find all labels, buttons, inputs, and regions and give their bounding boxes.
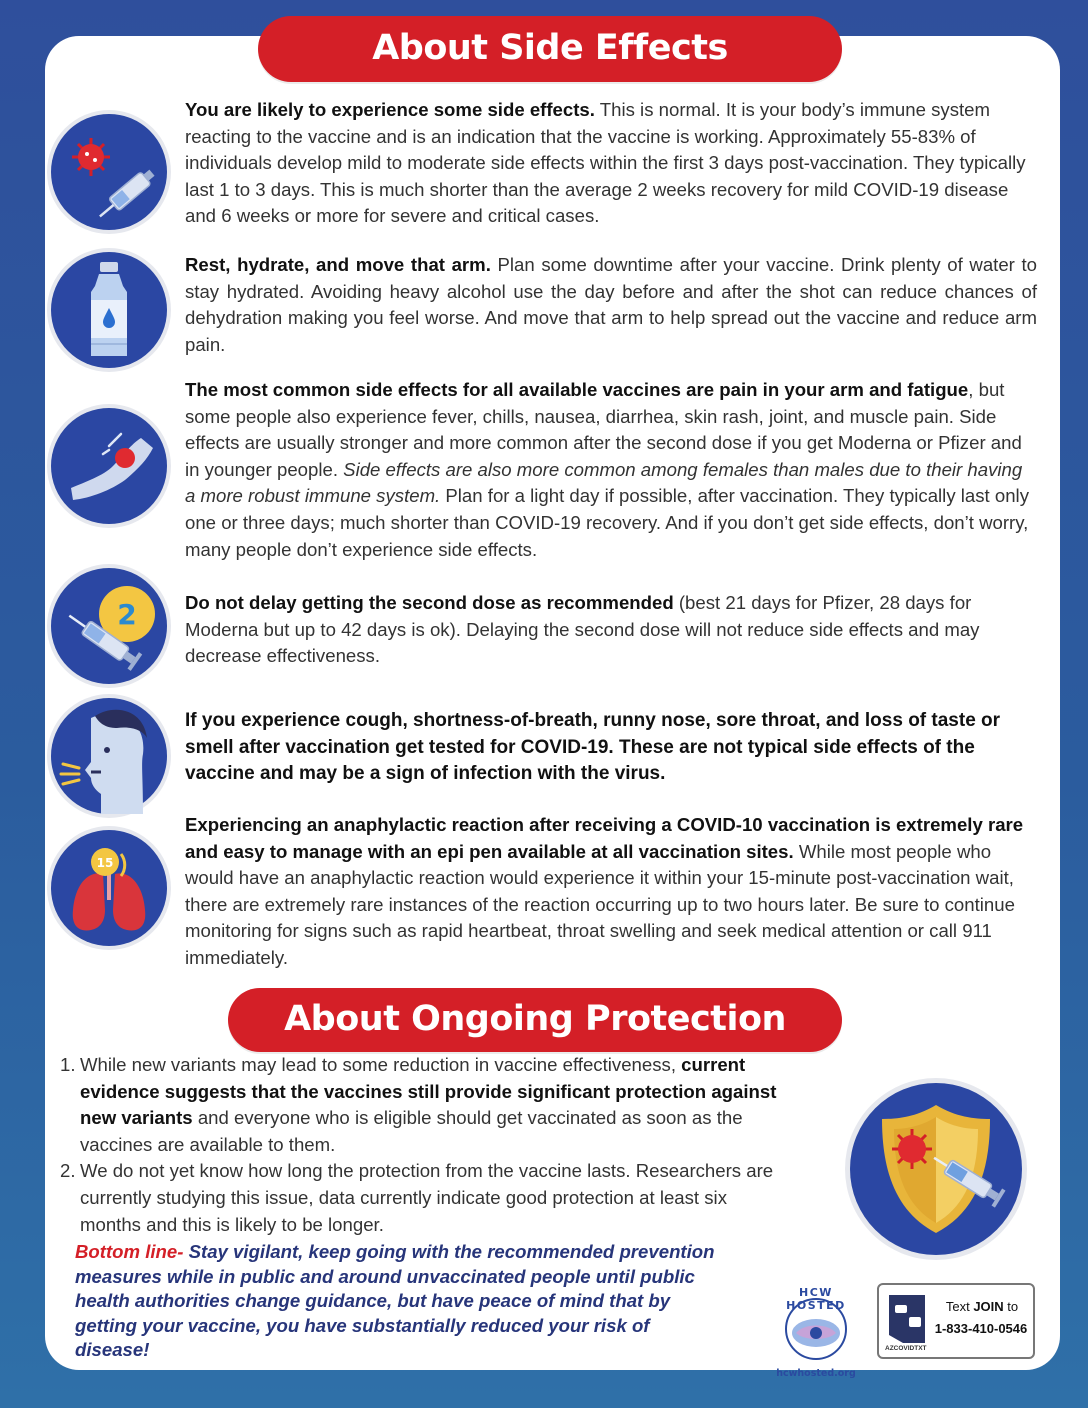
shield-vaccine-icon (845, 1078, 1027, 1260)
hcw-hosted-title: HCW HOSTED (786, 1286, 846, 1312)
text-join-label (935, 1299, 1029, 1314)
arm-pain-icon (47, 404, 171, 528)
cough-icon (47, 694, 171, 818)
common-side-effects-paragraph (185, 377, 1037, 563)
list-bold: current evidence suggests that the vaccines still provide significant protection against new variants (80, 1054, 777, 1129)
p4-body: (best 21 days for Pfizer, 28 days for Moderna but up to 42 days is ok). Delaying the second dose will not reduce side effects and may decrease effectiveness. (185, 592, 980, 667)
p6-body: While most people who would have an anaphylactic reaction would experience it within your 15-minute post-vaccination wait, there are extremely rare instances of the reaction occurring up to two hours later. Be sure to continue monitoring for signs such as rapid heartbeat, throat swelling and seek medical attention or call 911 immediately. (185, 840, 1015, 968)
second-dose-paragraph (185, 590, 1037, 670)
svg-text:2: 2 (117, 598, 137, 631)
covid-symptoms-paragraph: If you experience cough, shortness-of-breath, runny nose, sore throat, and loss of taste or smell after vaccination get tested for COVID-19. These are not typical side effects of the vaccine and may be a sign of infection with the virus. (185, 710, 1001, 785)
virus-vaccine-icon (47, 110, 171, 234)
p4-lead: Do not delay getting the second dose as recommended (185, 592, 674, 613)
list-number: 1. (60, 1054, 76, 1075)
second-dose-icon (47, 564, 171, 688)
side-effects-header: About Side Effects (258, 16, 842, 82)
p3-body-1: , but some people also experience fever, chills, nausea, diarrhea, skin rash, joint, and muscle pain. Side effects are usually stronger and more common after the second dose if you get Moderna or Pfizer and in younger people. (185, 379, 1022, 480)
phone-number: 1-833-410-0546 (934, 1321, 1028, 1336)
p3-italic: Side effects are also more common among females than males due to their having a more robust immune system. (185, 458, 1023, 507)
text-join-box (877, 1283, 1035, 1359)
protection-list (60, 1052, 790, 1238)
list-number: 2. (60, 1160, 76, 1182)
bottom-line-lead: Bottom line- (75, 1241, 184, 1262)
list-text-post: and everyone who is eligible should get vaccinated as soon as the vaccines are available to them. (80, 1107, 743, 1155)
p2-lead: Rest, hydrate, and move that arm. (185, 254, 491, 275)
p1-body: This is normal. It is your body’s immune system reacting to the vaccine and is an indication that the vaccine is working. Approximately 55-83% of individuals develop mild to moderate side effects within the first 3 days post-vaccination. They typically last 1 to 3 days. This is much shorter than the average 2 weeks recovery for mild COVID-19 disease and 6 weeks or more for severe and critical cases. (185, 99, 1026, 227)
list-item (60, 1052, 790, 1158)
p3-lead: The most common side effects for all available vaccines are pain in your arm and fatigue (185, 379, 969, 400)
text-suffix: to (1003, 1299, 1019, 1314)
list-item (60, 1158, 790, 1238)
list-text: While new variants may lead to some reduction in vaccine effectiveness, (80, 1054, 682, 1075)
p2-body: Plan some downtime after your vaccine. Drink plenty of water to stay hydrated. Avoiding heavy alcohol use the day before and after the shot can reduce chances of dehydration making you feel worse. And move that arm to help spread out the vaccine and reduce arm pain. (185, 254, 1037, 355)
ongoing-protection-header: About Ongoing Protection (228, 988, 842, 1052)
text-prefix: Text (945, 1299, 974, 1314)
p1-lead: You are likely to experience some side effects. (185, 99, 595, 120)
bottom-line-text: Stay vigilant, keep going with the recommended prevention measures while in public and around unvaccinated people until public health authorities change guidance, but have peace of mind that by getting your vaccine, you have substantially reduced your risk of disease! (75, 1241, 715, 1361)
svg-text:15: 15 (96, 856, 114, 870)
side-effects-likely-paragraph (185, 97, 1037, 230)
list-text: We do not yet know how long the protection from the vaccine lasts. Researchers are currently studying this issue, data currently indicate good protection at least six months and this is likely to be longer. (80, 1160, 774, 1235)
text-keyword: JOIN (973, 1299, 1004, 1314)
rest-hydrate-paragraph (185, 252, 1037, 358)
azcovidtxt-tag: AZCOVIDTXT (885, 1345, 927, 1352)
arizona-map-icon (885, 1291, 929, 1347)
p3-body-2: Plan for a light day if possible, after vaccination. They typically last only one or three days; much shorter than COVID-19 recovery. And if you don’t get side effects, don’t worry, many people don’t experience side effects. (185, 485, 1029, 560)
water-bottle-icon (47, 248, 171, 372)
bottom-line (75, 1240, 715, 1363)
p6-lead: Experiencing an anaphylactic reaction after receiving a COVID-10 vaccination is extremely rare and easy to manage with an epi pen available at all vaccination sites. (185, 814, 1024, 862)
lungs-timer-icon (47, 826, 171, 950)
anaphylaxis-paragraph (185, 812, 1037, 972)
hcw-hosted-url: hcwhosted.org (776, 1368, 856, 1379)
